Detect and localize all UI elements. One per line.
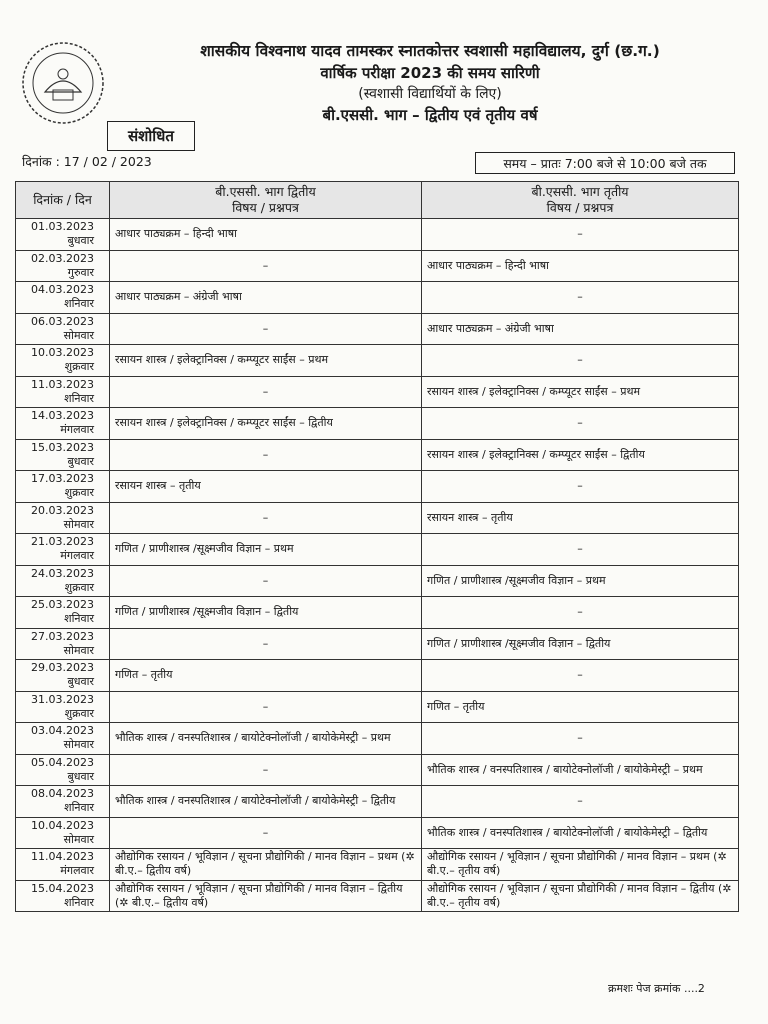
table-row <box>16 471 739 503</box>
issue-date: दिनांक : 17 / 02 / 2023 <box>22 154 152 169</box>
document-header <box>100 40 760 126</box>
date-cell <box>16 439 110 471</box>
exam-date: 01.03.2023 <box>31 220 94 234</box>
table-row <box>16 660 739 692</box>
third-year-subject: रसायन शास्त्र / इलेक्ट्रानिक्स / कम्प्यूटर साईंस – प्रथम <box>422 376 739 408</box>
date-cell <box>16 313 110 345</box>
course-title: बी.एससी. भाग – द्वितीय एवं तृतीय वर्ष <box>322 106 538 124</box>
date-cell <box>16 660 110 692</box>
exam-date: 10.04.2023 <box>31 818 94 832</box>
second-year-subject: रसायन शास्त्र – तृतीय <box>110 471 422 503</box>
third-year-subject: – <box>422 408 739 440</box>
date-cell <box>16 345 110 377</box>
exam-date: 14.03.2023 <box>31 409 94 423</box>
revised-badge: संशोधित <box>107 121 195 151</box>
third-year-subject: – <box>422 723 739 755</box>
second-year-subject: – <box>110 754 422 786</box>
exam-date: 05.04.2023 <box>31 755 94 769</box>
exam-date: 15.03.2023 <box>31 440 94 454</box>
table-row <box>16 754 739 786</box>
second-year-subject: औद्योगिक रसायन / भूविज्ञान / सूचना प्रौद्योगिकी / मानव विज्ञान – प्रथम (✲ बी.ए.– द्वितीय वर्ष) <box>110 849 422 881</box>
date-cell <box>16 723 110 755</box>
third-year-subject: रसायन शास्त्र / इलेक्ट्रानिक्स / कम्प्यूटर साईंस – द्वितीय <box>422 439 739 471</box>
exam-day: मंगलवार <box>60 423 94 437</box>
date-cell <box>16 817 110 849</box>
date-cell <box>16 754 110 786</box>
college-logo <box>20 40 106 126</box>
second-year-subject: – <box>110 376 422 408</box>
exam-date: 04.03.2023 <box>31 283 94 297</box>
exam-date: 08.04.2023 <box>31 787 94 801</box>
date-cell <box>16 219 110 251</box>
table-row <box>16 723 739 755</box>
third-year-subject: औद्योगिक रसायन / भूविज्ञान / सूचना प्रौद्योगिकी / मानव विज्ञान – प्रथम (✲ बी.ए.– तृतीय वर्ष) <box>422 849 739 881</box>
exam-day: बुधवार <box>67 769 94 783</box>
third-year-subject: गणित / प्राणीशास्त्र /सूक्ष्मजीव विज्ञान – द्वितीय <box>422 628 739 660</box>
exam-day: शनिवार <box>64 801 94 815</box>
second-year-subject: – <box>110 439 422 471</box>
second-year-subject: – <box>110 313 422 345</box>
second-year-subject: गणित – तृतीय <box>110 660 422 692</box>
date-cell <box>16 849 110 881</box>
col-third-subtitle: विषय / प्रश्नपत्र <box>546 200 614 215</box>
date-cell <box>16 250 110 282</box>
table-row <box>16 534 739 566</box>
table-row <box>16 565 739 597</box>
exam-date: 02.03.2023 <box>31 251 94 265</box>
table-row <box>16 597 739 629</box>
exam-date: 27.03.2023 <box>31 629 94 643</box>
second-year-subject: भौतिक शास्त्र / वनस्पतिशास्त्र / बायोटेक्नोलॉजी / बायोकेमेस्ट्री – द्वितीय <box>110 786 422 818</box>
table-row <box>16 250 739 282</box>
col-second-title: बी.एससी. भाग द्वितीय <box>215 184 316 199</box>
second-year-subject: – <box>110 691 422 723</box>
third-year-subject: औद्योगिक रसायन / भूविज्ञान / सूचना प्रौद्योगिकी / मानव विज्ञान – द्वितीय (✲ बी.ए.– तृतीय वर्ष) <box>422 880 739 912</box>
exam-day: सोमवार <box>63 328 94 342</box>
table-row <box>16 786 739 818</box>
exam-day: शुक्रवार <box>64 706 94 720</box>
col-second-subtitle: विषय / प्रश्नपत्र <box>232 200 299 215</box>
date-cell <box>16 786 110 818</box>
table-row <box>16 691 739 723</box>
exam-date: 03.04.2023 <box>31 724 94 738</box>
second-year-subject: गणित / प्राणीशास्त्र /सूक्ष्मजीव विज्ञान – प्रथम <box>110 534 422 566</box>
table-row <box>16 502 739 534</box>
table-row <box>16 628 739 660</box>
col-header-third-year <box>422 182 739 219</box>
date-cell <box>16 534 110 566</box>
table-row <box>16 345 739 377</box>
college-name: शासकीय विश्वनाथ यादव तामस्कर स्नातकोत्तर स्वशासी महाविद्यालय, दुर्ग (छ.ग.) <box>200 42 660 60</box>
col-header-date: दिनांक / दिन <box>16 182 110 219</box>
date-cell <box>16 376 110 408</box>
second-year-subject: आधार पाठ्यक्रम – अंग्रेजी भाषा <box>110 282 422 314</box>
third-year-subject: – <box>422 345 739 377</box>
col-header-second-year <box>110 182 422 219</box>
exam-day: बुधवार <box>67 675 94 689</box>
table-header-row <box>16 182 739 219</box>
second-year-subject: औद्योगिक रसायन / भूविज्ञान / सूचना प्रौद्योगिकी / मानव विज्ञान – द्वितीय (✲ बी.ए.– द्वितीय वर्ष) <box>110 880 422 912</box>
second-year-subject: – <box>110 628 422 660</box>
exam-day: शुक्रवार <box>64 360 94 374</box>
exam-day: मंगलवार <box>60 549 94 563</box>
third-year-subject: – <box>422 219 739 251</box>
table-row <box>16 817 739 849</box>
exam-day: बुधवार <box>67 454 94 468</box>
third-year-subject: भौतिक शास्त्र / वनस्पतिशास्त्र / बायोटेक्नोलॉजी / बायोकेमेस्ट्री – द्वितीय <box>422 817 739 849</box>
date-cell <box>16 628 110 660</box>
date-cell <box>16 282 110 314</box>
second-year-subject: – <box>110 565 422 597</box>
exam-day: शनिवार <box>64 612 94 626</box>
exam-day: सोमवार <box>63 738 94 752</box>
date-cell <box>16 597 110 629</box>
exam-date: 11.04.2023 <box>31 850 94 864</box>
exam-date: 20.03.2023 <box>31 503 94 517</box>
second-year-subject: गणित / प्राणीशास्त्र /सूक्ष्मजीव विज्ञान – द्वितीय <box>110 597 422 629</box>
third-year-subject: भौतिक शास्त्र / वनस्पतिशास्त्र / बायोटेक्नोलॉजी / बायोकेमेस्ट्री – प्रथम <box>422 754 739 786</box>
third-year-subject: आधार पाठ्यक्रम – हिन्दी भाषा <box>422 250 739 282</box>
exam-date: 25.03.2023 <box>31 598 94 612</box>
table-row <box>16 408 739 440</box>
date-cell <box>16 502 110 534</box>
exam-day: गुरुवार <box>67 265 94 279</box>
exam-schedule-table <box>15 181 739 912</box>
exam-day: शनिवार <box>64 297 94 311</box>
second-year-subject: रसायन शास्त्र / इलेक्ट्रानिक्स / कम्प्यूटर साईंस – द्वितीय <box>110 408 422 440</box>
exam-date: 15.04.2023 <box>31 881 94 895</box>
exam-date: 17.03.2023 <box>31 472 94 486</box>
exam-date: 21.03.2023 <box>31 535 94 549</box>
exam-day: शुक्रवार <box>64 486 94 500</box>
second-year-subject: भौतिक शास्त्र / वनस्पतिशास्त्र / बायोटेक्नोलॉजी / बायोकेमेस्ट्री – प्रथम <box>110 723 422 755</box>
date-cell <box>16 880 110 912</box>
col-third-title: बी.एससी. भाग तृतीय <box>531 184 629 199</box>
date-cell <box>16 565 110 597</box>
exam-date: 06.03.2023 <box>31 314 94 328</box>
date-cell <box>16 408 110 440</box>
table-row <box>16 849 739 881</box>
exam-day: बुधवार <box>67 234 94 248</box>
exam-day: सोमवार <box>63 832 94 846</box>
exam-date: 24.03.2023 <box>31 566 94 580</box>
second-year-subject: – <box>110 502 422 534</box>
second-year-subject: – <box>110 250 422 282</box>
third-year-subject: आधार पाठ्यक्रम – अंग्रेजी भाषा <box>422 313 739 345</box>
for-students-note: (स्वशासी विद्यार्थियों के लिए) <box>358 86 502 102</box>
third-year-subject: – <box>422 660 739 692</box>
exam-day: शनिवार <box>64 895 94 909</box>
table-row <box>16 439 739 471</box>
third-year-subject: – <box>422 786 739 818</box>
exam-day: शुक्रवार <box>64 580 94 594</box>
exam-day: सोमवार <box>63 517 94 531</box>
third-year-subject: गणित – तृतीय <box>422 691 739 723</box>
third-year-subject: गणित / प्राणीशास्त्र /सूक्ष्मजीव विज्ञान – प्रथम <box>422 565 739 597</box>
second-year-subject: – <box>110 817 422 849</box>
exam-date: 11.03.2023 <box>31 377 94 391</box>
table-row <box>16 282 739 314</box>
date-cell <box>16 691 110 723</box>
third-year-subject: – <box>422 282 739 314</box>
exam-day: मंगलवार <box>60 864 94 878</box>
exam-date: 31.03.2023 <box>31 692 94 706</box>
exam-day: सोमवार <box>63 643 94 657</box>
exam-title: वार्षिक परीक्षा 2023 की समय सारिणी <box>320 64 540 82</box>
second-year-subject: रसायन शास्त्र / इलेक्ट्रानिक्स / कम्प्यूटर साईंस – प्रथम <box>110 345 422 377</box>
table-row <box>16 880 739 912</box>
exam-date: 29.03.2023 <box>31 661 94 675</box>
second-year-subject: आधार पाठ्यक्रम – हिन्दी भाषा <box>110 219 422 251</box>
third-year-subject: – <box>422 534 739 566</box>
date-cell <box>16 471 110 503</box>
third-year-subject: – <box>422 471 739 503</box>
table-row <box>16 376 739 408</box>
exam-time: समय – प्रातः 7:00 बजे से 10:00 बजे तक <box>475 152 735 174</box>
table-row <box>16 313 739 345</box>
third-year-subject: रसायन शास्त्र – तृतीय <box>422 502 739 534</box>
continued-note: क्रमशः पेज क्रमांक ....2 <box>608 982 705 995</box>
third-year-subject: – <box>422 597 739 629</box>
exam-day: शनिवार <box>64 391 94 405</box>
table-row <box>16 219 739 251</box>
exam-date: 10.03.2023 <box>31 346 94 360</box>
